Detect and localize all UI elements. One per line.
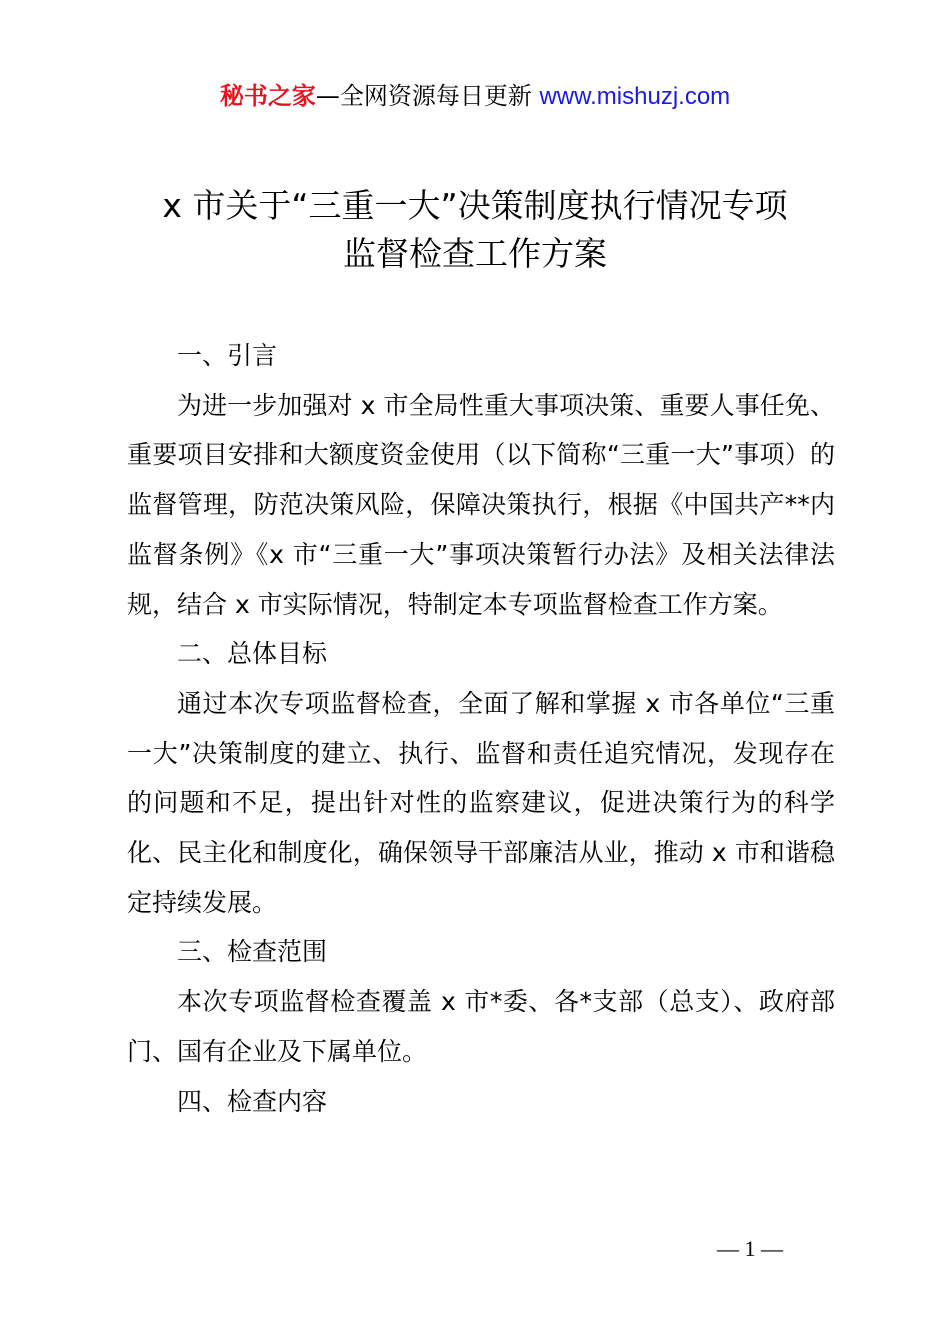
site-url-link[interactable]: www.mishuzj.com [539,83,731,110]
section-paragraph-inspection-scope: 本次专项监督检查覆盖 x 市*委、各*支部（总支）、政府部门、国有企业及下属单位。 [127,987,835,1066]
site-name: 秘书之家 [219,82,316,110]
site-header [0,78,950,115]
section-heading-inspection-content: 四、检查内容 [177,1086,328,1116]
section-paragraph-overall-goal: 通过本次专项监督检查，全面了解和掌握 x 市各单位“三重一大”决策制度的建立、执行、监督和责任追究情况，发现存在的问题和不足，提出针对性的监察建议，促进决策行为的科学化、民主化和制度化，确保领导干部廉洁从业，推动 x 市和谐稳定持续发展。 [127,688,835,917]
section-heading-overall-goal: 二、总体目标 [177,639,328,669]
page-number: — 1 — [717,1236,783,1261]
section-heading-introduction: 一、引言 [177,341,278,370]
site-tagline: —全网资源每日更新 [315,82,532,110]
title-line-1: x 市关于“三重一大”决策制度执行情况专项 [162,186,788,225]
section-heading-inspection-scope: 三、检查范围 [177,937,328,967]
document-body [127,331,835,1126]
title-line-2: 监督检查工作方案 [343,234,607,273]
section-paragraph-introduction: 为进一步加强对 x 市全局性重大事项决策、重要人事任免、重要项目安排和大额度资金使用（以下简称“三重一大”事项）的监督管理，防范决策风险，保障决策执行，根据《中国共产**内监督条例》《x 市“三重一大”事项决策暂行办法》及相关法律法规，结合 x 市实际情况，特制定本专项监督检查工作方案。 [127,390,835,619]
document-title [60,182,890,278]
